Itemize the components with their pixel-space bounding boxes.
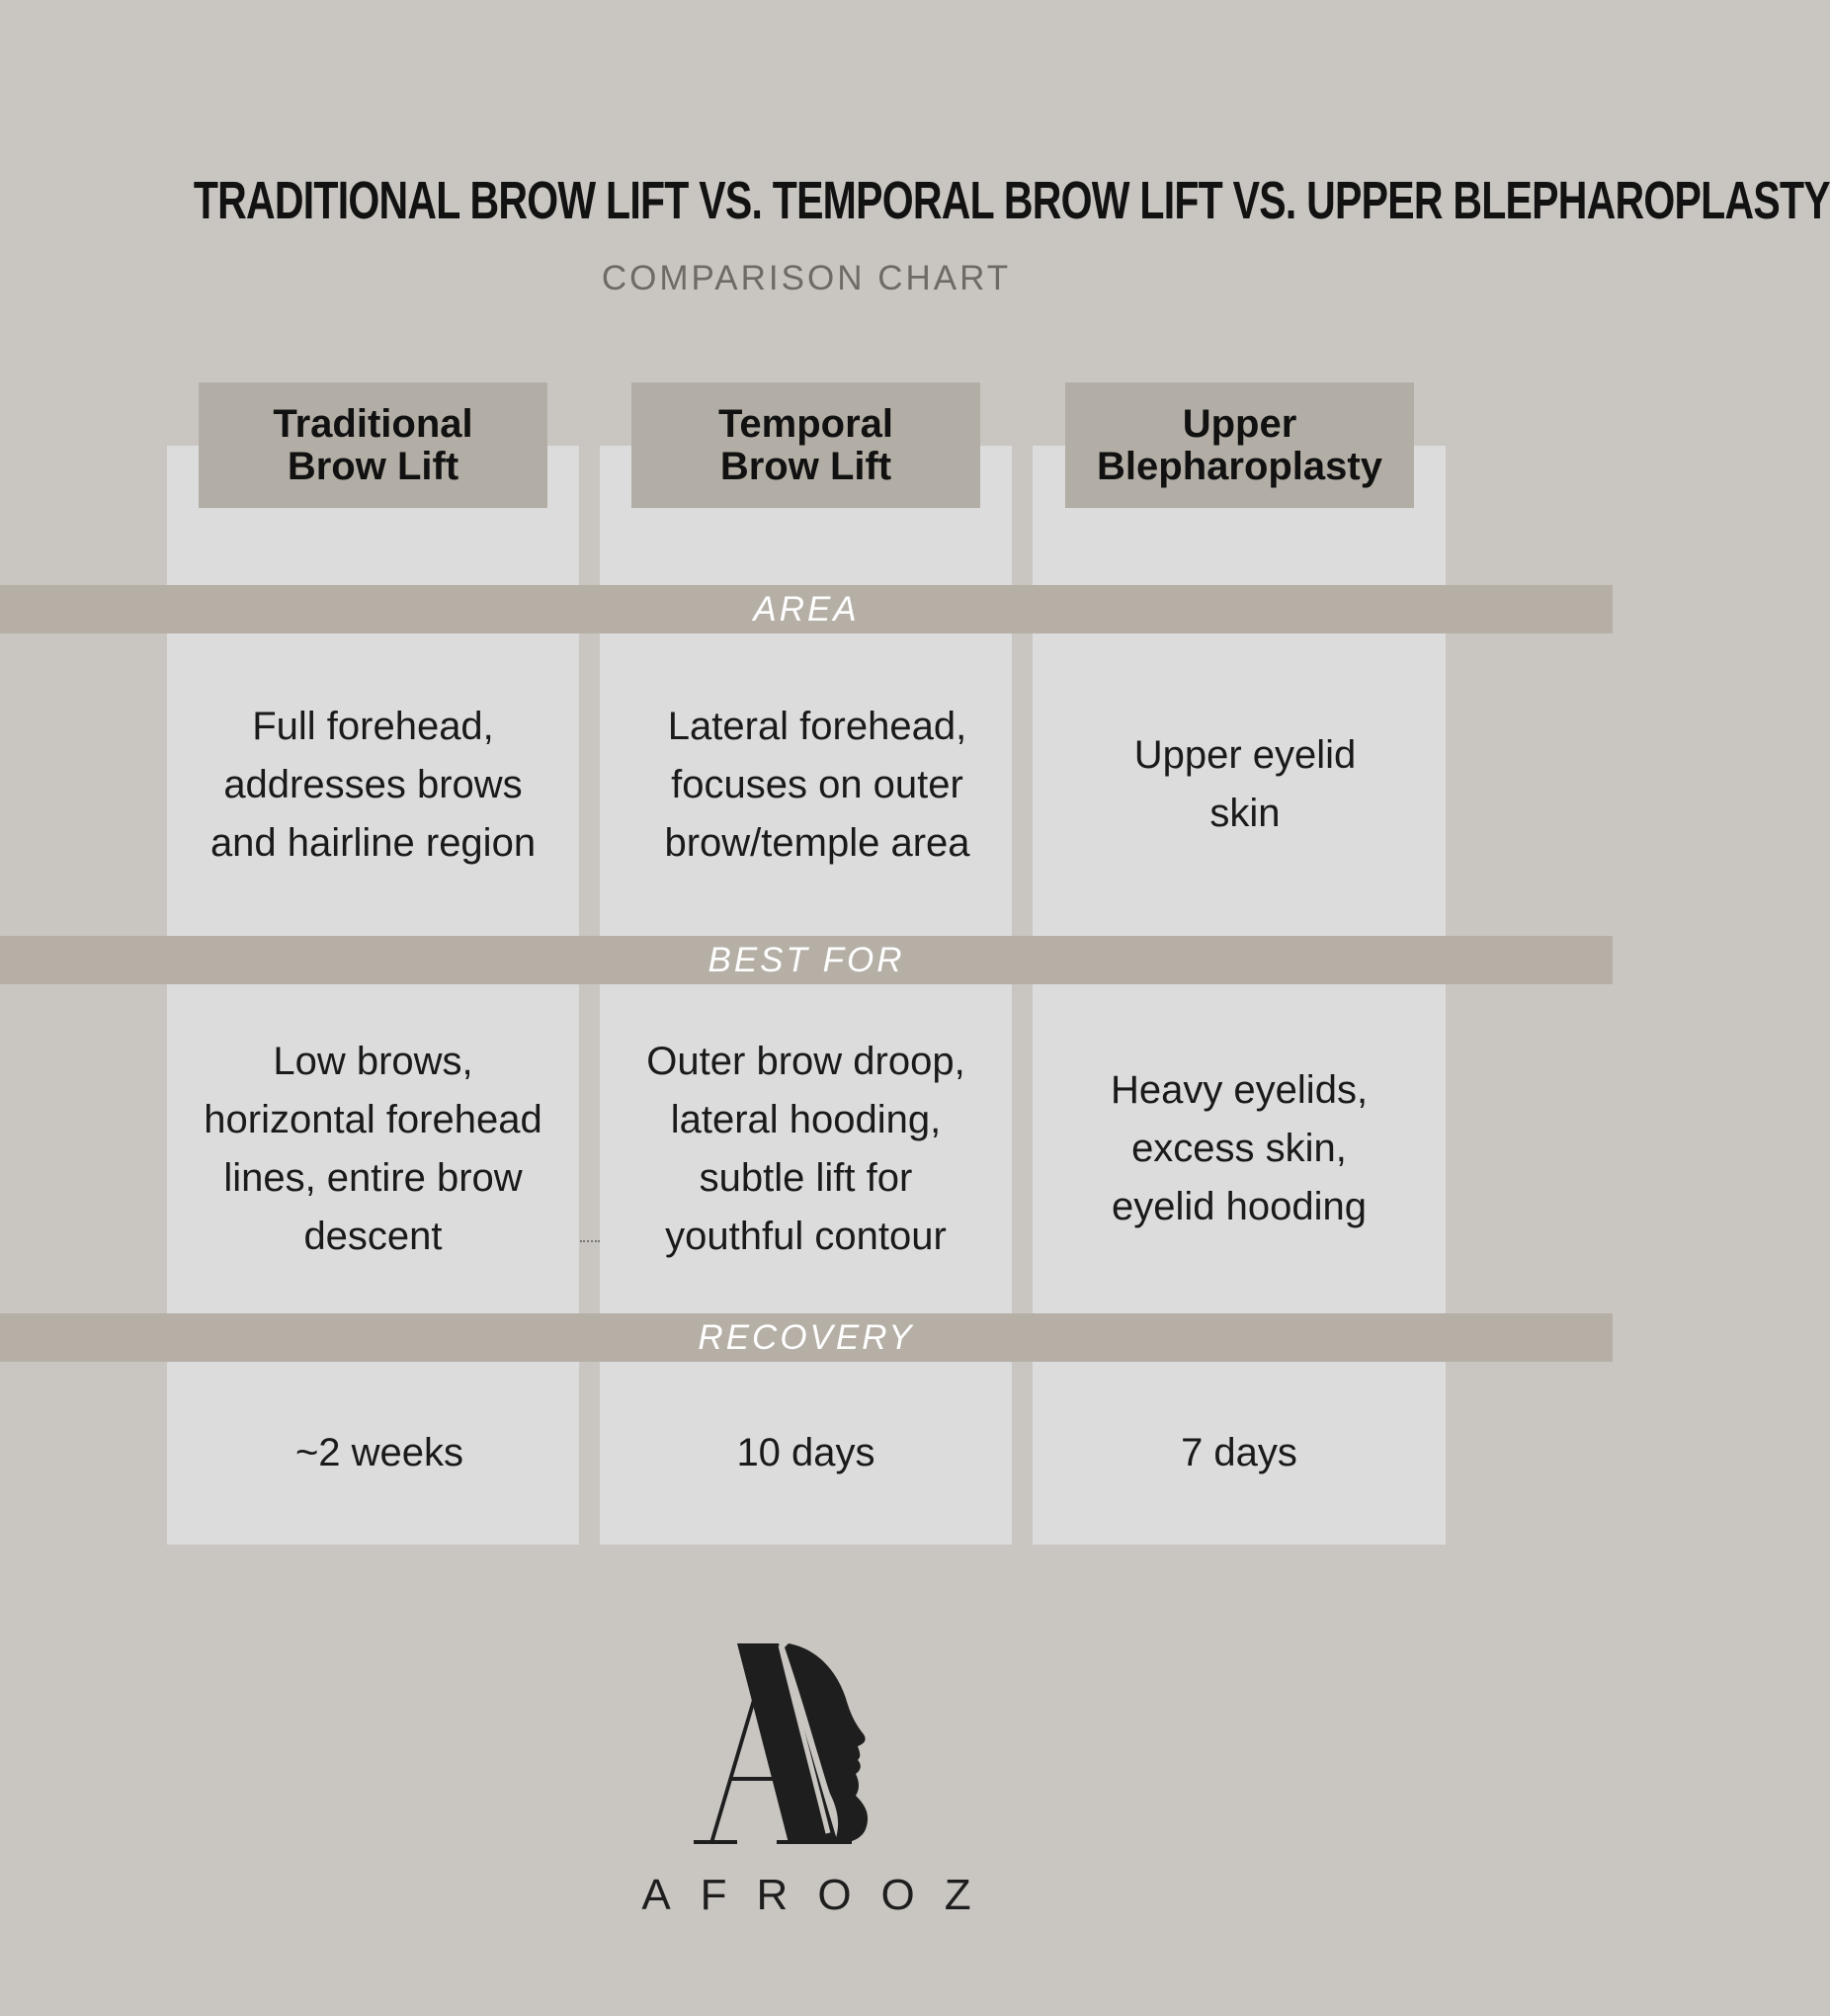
cell-line: and hairline region	[209, 820, 537, 865]
cell-line: Low brows,	[273, 1039, 473, 1083]
cell-line: Upper eyelid	[1133, 733, 1357, 777]
cell-line: Lateral forehead,	[667, 704, 967, 748]
header-line: Temporal	[717, 401, 894, 446]
cell-line: subtle lift for	[699, 1155, 913, 1200]
column-header-temporal	[631, 382, 980, 508]
page-subtitle: COMPARISON CHART	[601, 259, 1012, 297]
cell-line: youthful contour	[665, 1214, 947, 1258]
cell-line: lateral hooding,	[670, 1097, 942, 1141]
cell-line: excess skin,	[1131, 1127, 1347, 1170]
header-line: Traditional	[273, 401, 473, 446]
cell-line: horizontal forehead	[204, 1097, 542, 1141]
cell-line: eyelid hooding	[1112, 1185, 1367, 1228]
section-band-best-for	[0, 936, 1613, 984]
cell-line: focuses on outer	[671, 762, 963, 806]
cell-line: lines, entire brow	[223, 1155, 523, 1200]
cell-line: Heavy eyelids,	[1110, 1068, 1369, 1112]
cell-line: Full forehead,	[252, 704, 494, 748]
cell-line: brow/temple area	[664, 820, 970, 865]
cell-recovery-blepharoplasty	[1033, 1362, 1446, 1545]
cell-recovery-traditional	[167, 1362, 592, 1545]
column-header-traditional	[199, 382, 547, 508]
dotted-divider	[580, 1240, 600, 1242]
section-band-recovery	[0, 1313, 1613, 1362]
header-line: Brow Lift	[719, 444, 892, 488]
cell-line: 7 days	[1181, 1431, 1297, 1474]
header-line: Upper	[1182, 401, 1297, 446]
cell-line: 10 days	[736, 1431, 875, 1474]
cell-line: skin	[1209, 792, 1281, 835]
cell-area-traditional	[167, 633, 579, 936]
column-header-blepharoplasty	[1065, 382, 1414, 508]
cell-best-for-temporal	[600, 984, 1012, 1313]
brand-name: AFROOZ	[641, 1871, 1001, 1919]
cell-line: ~2 weeks	[294, 1431, 464, 1474]
header-line: Blepharoplasty	[1097, 444, 1382, 488]
cell-line: addresses brows	[223, 762, 523, 806]
section-label: AREA	[753, 589, 860, 629]
cell-area-temporal	[600, 633, 1035, 936]
section-label: BEST FOR	[707, 940, 905, 979]
cell-best-for-traditional	[167, 984, 579, 1313]
cell-recovery-temporal	[600, 1362, 1012, 1545]
header-line: Brow Lift	[287, 444, 459, 488]
section-band-area	[0, 585, 1613, 633]
cell-line: descent	[303, 1214, 443, 1258]
cell-best-for-blepharoplasty	[1033, 984, 1446, 1313]
section-label: RECOVERY	[698, 1317, 915, 1357]
cell-line: Outer brow droop,	[646, 1039, 965, 1083]
cell-area-blepharoplasty	[1033, 633, 1457, 936]
afrooz-logo-icon	[682, 1636, 929, 1853]
page-title: TRADITIONAL BROW LIFT VS. TEMPORAL BROW LIFT VS. UPPER BLEPHAROPLASTY	[193, 171, 1830, 230]
